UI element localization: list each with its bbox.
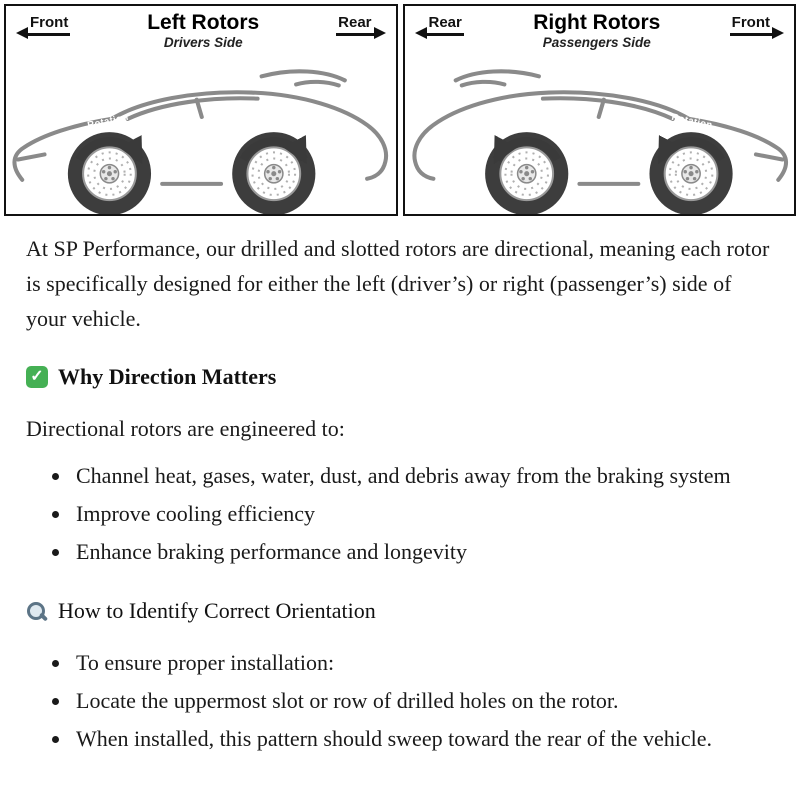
rear-label: Rear [427, 15, 464, 36]
right-panel-titles [464, 11, 730, 52]
bullet-item: • Channel heat, gases, water, dust, and debris away from the braking system [72, 459, 772, 493]
arrow-right-icon [374, 27, 386, 39]
section1-bullet-list [26, 459, 772, 569]
left-panel-titles [70, 11, 336, 52]
arrow-right-icon [772, 27, 784, 39]
rotation-label: Rotation [252, 111, 296, 132]
right-panel-title: Right Rotors [533, 11, 661, 34]
rear-arrow-left [415, 15, 464, 36]
left-car-drawing [6, 52, 396, 216]
arrow-left-icon [16, 27, 28, 39]
bullet-item: • To ensure proper installation: [72, 646, 772, 680]
arrow-left-icon [415, 27, 427, 39]
left-panel-title: Left Rotors [147, 11, 260, 34]
article-body [0, 216, 800, 780]
heading-text: Why Direction Matters [58, 364, 277, 390]
left-rotors-panel [4, 4, 398, 216]
bullet-item: • Enhance braking performance and longevity [72, 535, 772, 569]
bullet-item: • Locate the uppermost slot or row of drilled holes on the rotor. [72, 684, 772, 718]
right-panel-subtitle: Passengers Side [542, 35, 651, 51]
bullet-item: • Improve cooling efficiency [72, 497, 772, 531]
section-heading-why-direction-matters [26, 364, 772, 390]
rotation-label: Rotation [86, 111, 130, 132]
right-rotors-panel [403, 4, 797, 216]
right-car-drawing [405, 52, 795, 216]
car-illustration-right [407, 54, 793, 216]
rear-arrow-right [336, 15, 385, 36]
right-panel-header [405, 6, 795, 52]
section-heading-identify-orientation [26, 598, 772, 624]
intro-paragraph: At SP Performance, our drilled and slotted rotors are directional, meaning each rotor is specifically designed for either the left (driver’s) or right (passenger’s) side of your vehicle. [26, 236, 770, 331]
front-label: Front [28, 15, 70, 36]
bullet-item: • When installed, this pattern should sweep toward the rear of the vehicle. [72, 722, 772, 756]
magnifier-icon [26, 600, 48, 622]
front-arrow-left [16, 15, 70, 36]
left-panel-subtitle: Drivers Side [163, 35, 243, 51]
left-panel-header [6, 6, 396, 52]
rotor-direction-diagram [0, 0, 800, 216]
heading-text: How to Identify Correct Orientation [58, 597, 376, 623]
front-label: Front [730, 15, 772, 36]
front-arrow-right [730, 15, 784, 36]
rotation-label: Rotation [669, 111, 714, 132]
section2-bullet-list [26, 646, 772, 756]
section1-lead: Directional rotors are engineered to: [26, 416, 345, 442]
rear-label: Rear [336, 15, 373, 36]
rotation-label: Rotation [504, 111, 548, 132]
car-illustration-left [8, 54, 394, 216]
check-icon [26, 366, 48, 388]
